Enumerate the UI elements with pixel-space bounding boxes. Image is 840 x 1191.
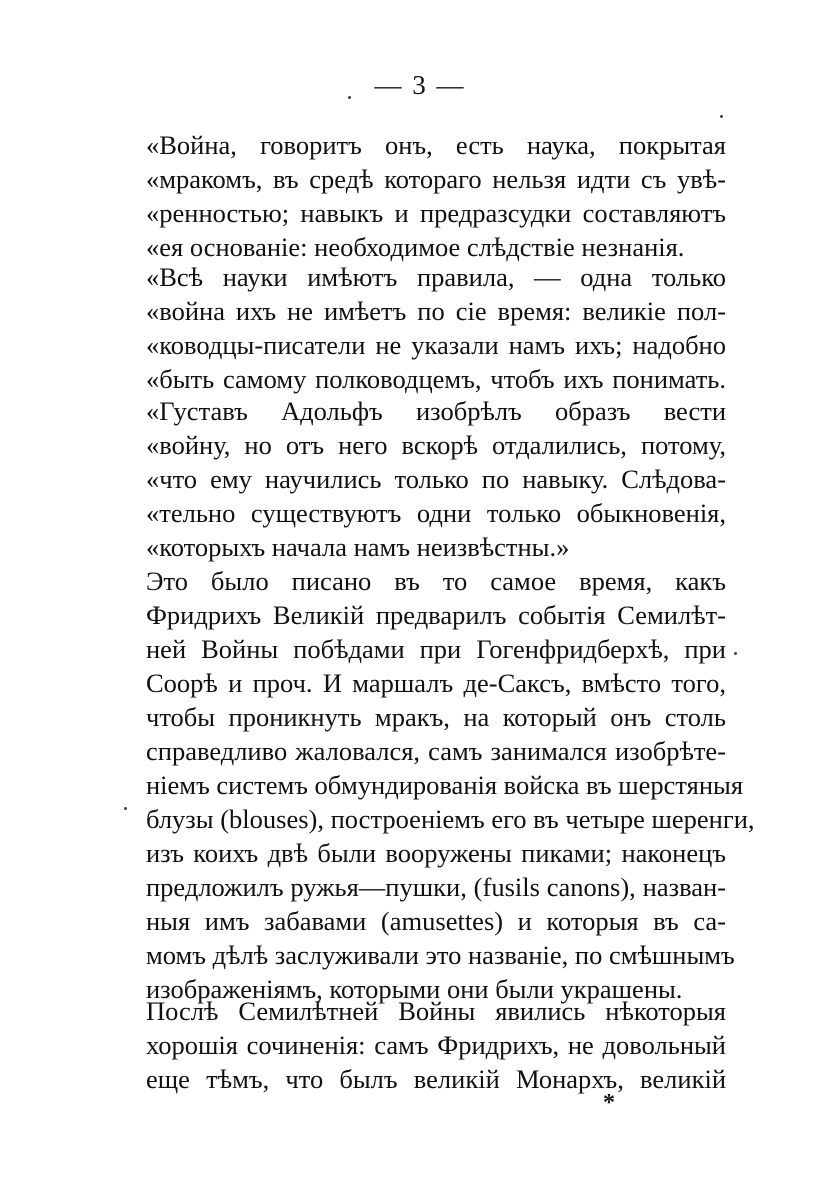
text-line: Соорѣ и проч. И маршалъ де-Саксъ, вмѣсто того, — [146, 668, 726, 698]
page-number: — 3 — — [374, 70, 466, 100]
text-line: справедливо жаловался, самъ занимался изобрѣте- — [146, 736, 726, 766]
text-line: «которыхъ начала намъ неизвѣстны.» — [146, 532, 570, 562]
paragraph-1 — [146, 128, 726, 264]
paragraph-4 — [146, 564, 755, 1006]
text-line: «Всѣ науки имѣютъ правила, — одна только — [146, 262, 726, 292]
text-line: ніемъ системъ обмундированія войска въ шерстяныя — [146, 770, 744, 800]
text-line: «мракомъ, въ средѣ котораго нельзя идти съ увѣ- — [146, 164, 726, 194]
speck — [720, 115, 723, 118]
text-line: хорошія сочиненія: самъ Фридрихъ, не довольный — [146, 1030, 726, 1060]
speck — [734, 652, 737, 655]
text-line: блузы (blouses), построеніемъ его въ четыре шеренги, — [146, 804, 755, 834]
text-line: «ководцы-писатели не указали намъ ихъ; надобно — [146, 330, 726, 360]
speck — [348, 96, 351, 99]
speck — [124, 807, 127, 810]
paragraph-5 — [146, 994, 726, 1096]
text-line: «Густавъ Адольфъ изобрѣлъ образъ вести — [146, 396, 726, 426]
text-line: момъ дѣлѣ заслуживали это названіе, по смѣшнымъ — [146, 940, 735, 970]
text-line: «быть самому полководцемъ, чтобъ ихъ понимать. — [146, 364, 726, 394]
paragraph-3 — [146, 394, 726, 564]
text-line: «ренностью; навыкъ и предразсудки составляютъ — [146, 198, 726, 228]
text-line: «что ему научились только по навыку. Слѣдова- — [146, 464, 726, 494]
text-line: Послѣ Семилѣтней Войны явились нѣкоторыя — [146, 996, 726, 1026]
text-line: «тельно существуютъ одни только обыкновенія, — [146, 498, 726, 528]
text-line: «ея основаніе: необходимое слѣдствіе незнанія. — [146, 232, 685, 262]
text-line: ней Войны побѣдами при Гогенфридберхѣ, при — [146, 634, 726, 664]
paragraph-2 — [146, 260, 726, 396]
text-line: предложилъ ружья—пушки, (fusils canons), назван- — [146, 872, 726, 902]
text-line: изъ коихъ двѣ были вооружены пиками; наконецъ — [146, 838, 726, 868]
text-line: Это было писано въ то самое время, какъ — [146, 566, 726, 596]
text-line: ныя имъ забавами (amusettes) и которыя въ са- — [146, 906, 726, 936]
signature-mark: * — [603, 1090, 615, 1116]
text-line: чтобы проникнуть мракъ, на который онъ столь — [146, 702, 726, 732]
text-line: «Война, говоритъ онъ, есть наука, покрытая — [146, 130, 726, 160]
text-line: Фридрихъ Великій предварилъ событія Семилѣт- — [146, 600, 726, 630]
text-line: «войну, но отъ него вскорѣ отдалились, потому, — [146, 430, 726, 460]
text-line: еще тѣмъ, что былъ великій Монархъ, великій — [146, 1064, 726, 1094]
text-line: изображеніямъ, которыми они были украшены. — [146, 974, 683, 1004]
text-line: «война ихъ не имѣетъ по сіе время: великіе пол- — [146, 296, 726, 326]
